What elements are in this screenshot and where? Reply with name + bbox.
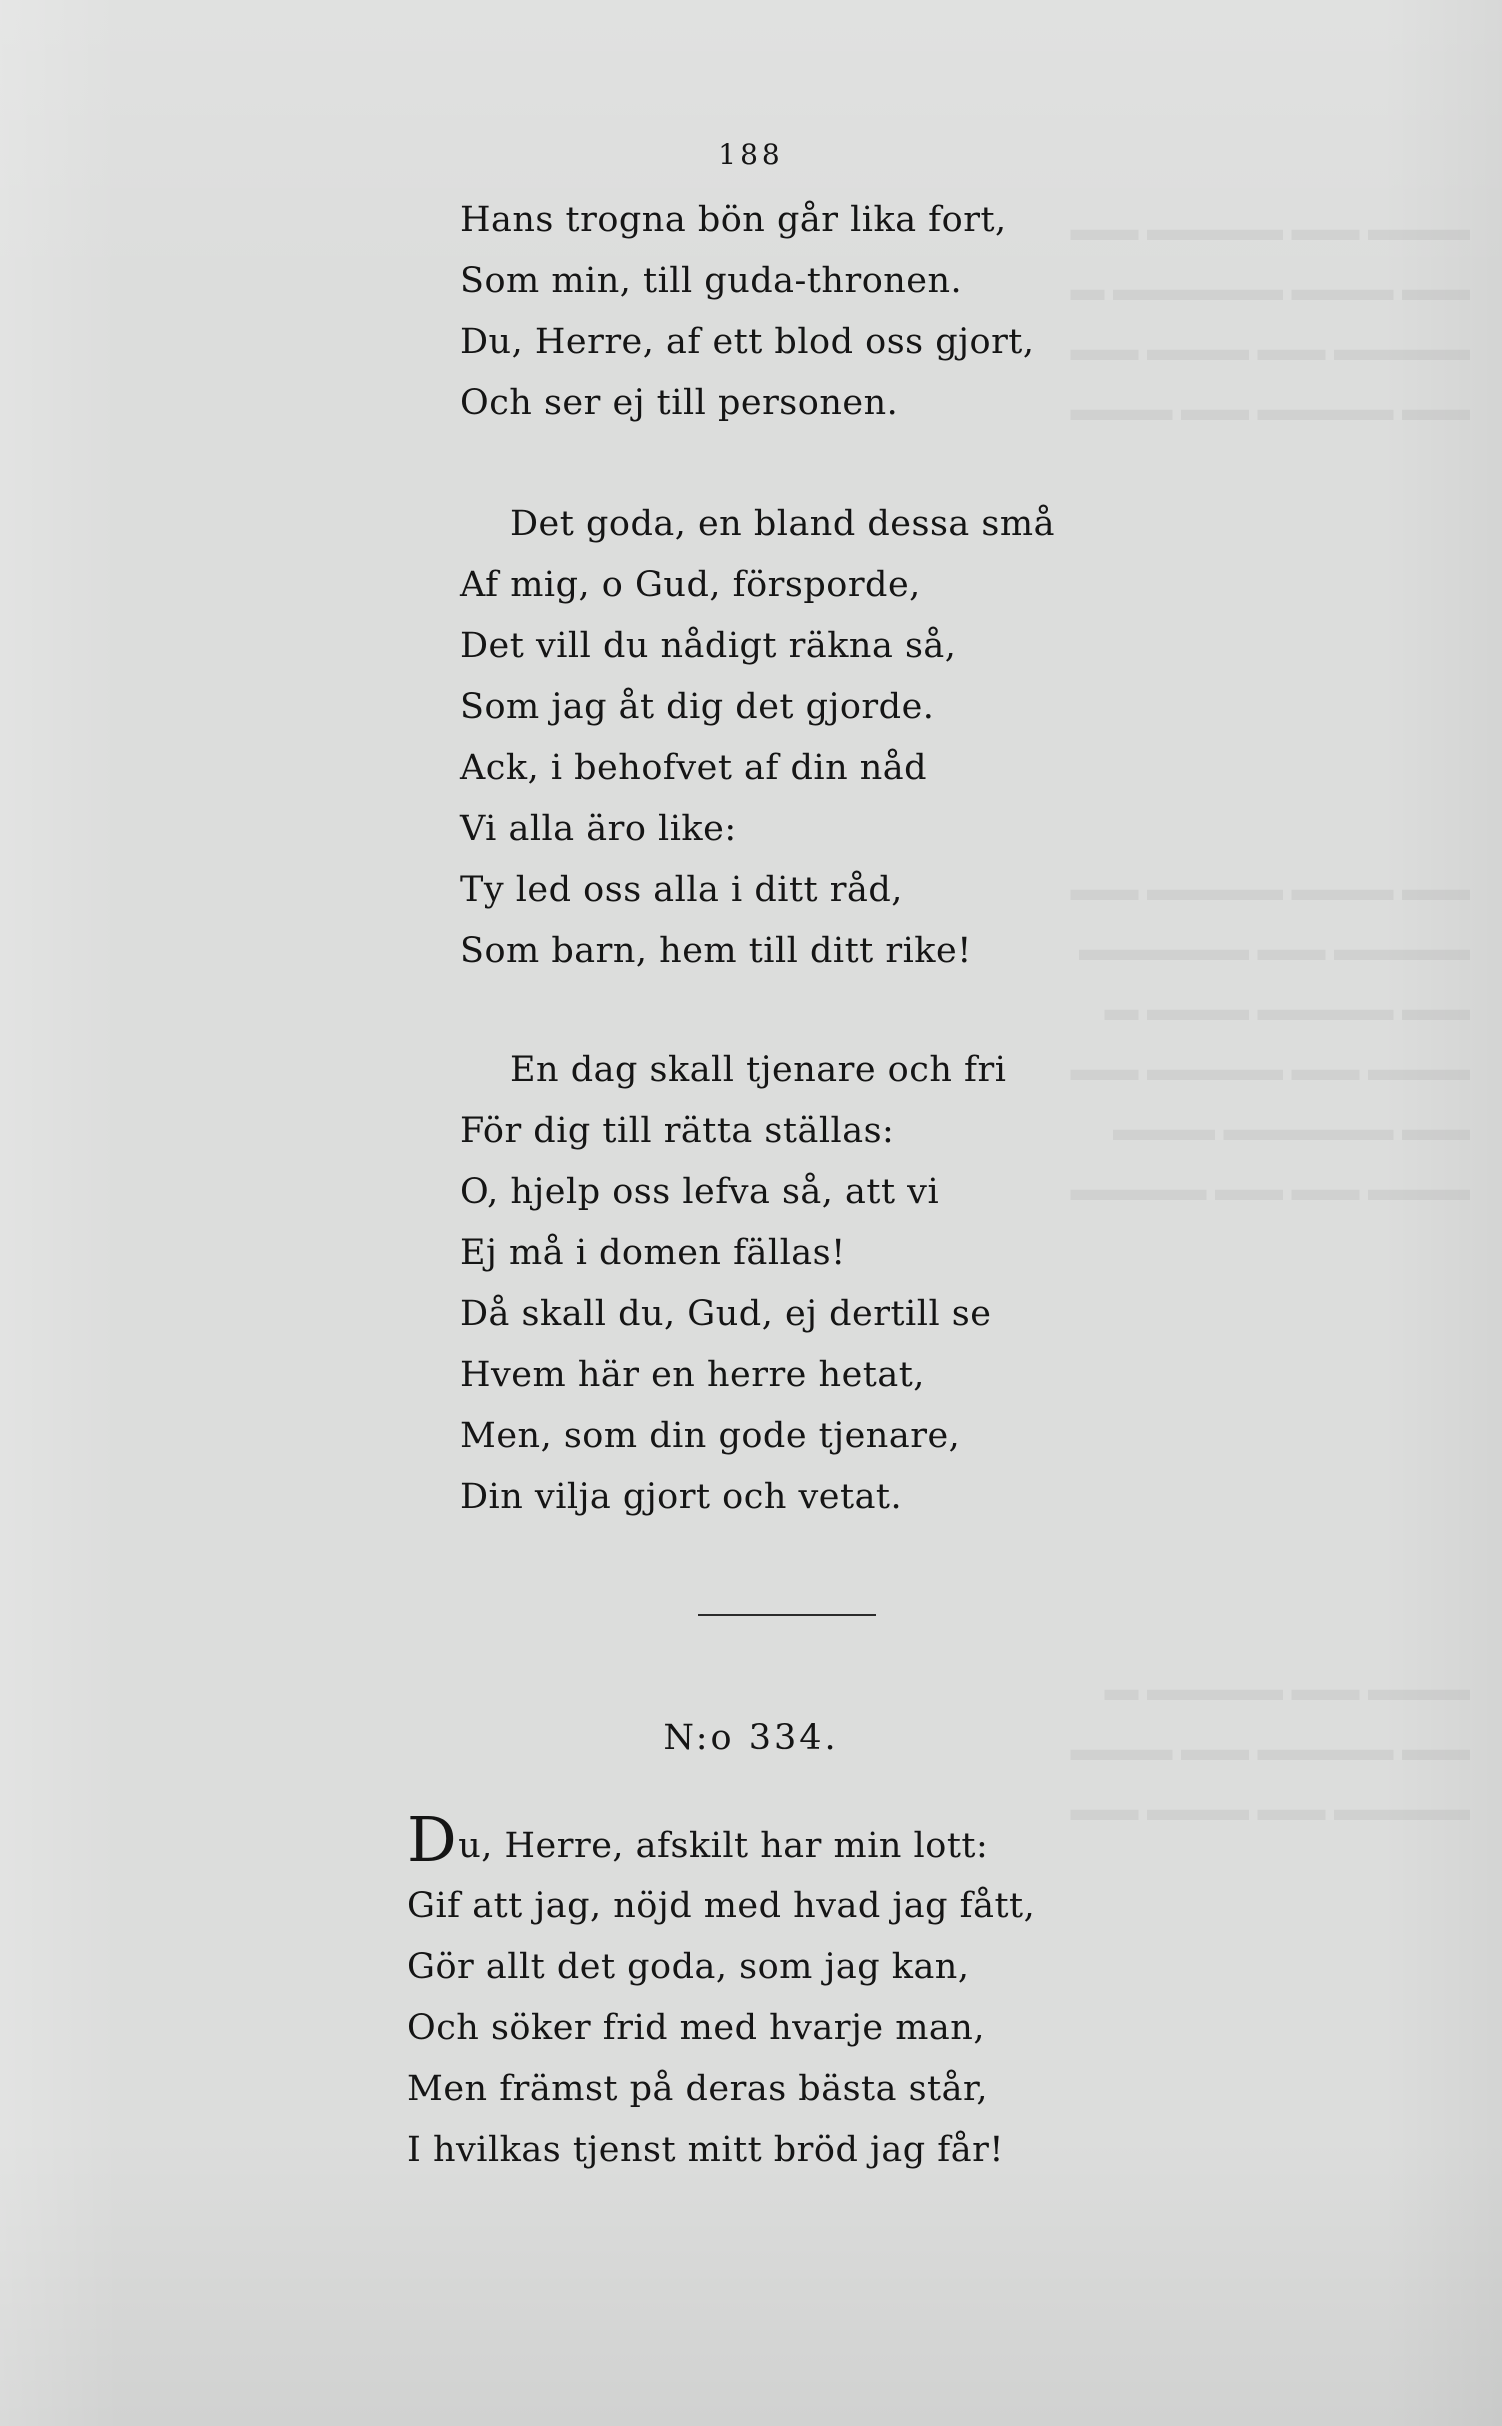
hymn-number: N:o 334. [663, 1718, 839, 1758]
drop-cap: D [407, 1803, 458, 1876]
verse-line: För dig till rätta ställas: [460, 1111, 895, 1151]
page-number: 188 [718, 138, 784, 171]
verse-line: Af mig, o Gud, försporde, [460, 565, 921, 605]
verse-2 [460, 494, 1055, 982]
verse-line: Det vill du nådigt räkna så, [460, 626, 957, 666]
verse-line: Och ser ej till personen. [460, 383, 899, 423]
verse-line: I hvilkas tjenst mitt bröd jag får! [407, 2130, 1004, 2170]
verse-line: Hvem här en herre hetat, [460, 1355, 925, 1395]
verse-line: Och söker frid med hvarje man, [407, 2008, 985, 2048]
verse-line: Ty led oss alla i ditt råd, [460, 870, 903, 910]
verse-line: Vi alla äro like: [460, 809, 737, 849]
verse-3 [460, 1040, 1006, 1528]
verse-line: Men, som din gode tjenare, [460, 1416, 961, 1456]
verse-line: Som min, till guda-thronen. [460, 261, 963, 301]
verse-line: Som jag åt dig det gjorde. [460, 687, 935, 727]
first-line-text: u, Herre, afskilt har min lott: [458, 1826, 989, 1866]
verse-line: Du, Herre, af ett blod oss gjort, [460, 322, 1035, 362]
section-divider [698, 1614, 876, 1616]
verse-line: O, hjelp oss lefva så, att vi [460, 1172, 940, 1212]
bleed-through-decoration-3: ▬▬▬ ▬▬ ▬▬▬▬ ▬ ▬▬ ▬▬▬▬ ▬▬ ▬▬▬ ▬▬▬▬ ▬▬ ▬▬▬ ▬▬ [1070, 1671, 1470, 1828]
verse-line: Gör allt det goda, som jag kan, [407, 1947, 970, 1987]
verse-line: Då skall du, Gud, ej dertill se [460, 1294, 992, 1334]
hymn-verse [407, 1803, 1036, 2181]
verse-line: Som barn, hem till ditt rike! [460, 931, 972, 971]
verse-line: Ack, i behofvet af din nåd [460, 748, 928, 788]
verse-line: Hans trogna bön går lika fort, [460, 200, 1007, 240]
verse-line: Ej må i domen fällas! [460, 1233, 846, 1273]
verse-line: Men främst på deras bästa står, [407, 2069, 989, 2109]
bleed-through-decoration-2: ▬▬ ▬▬▬ ▬▬▬▬ ▬▬ ▬▬▬▬ ▬▬ ▬▬▬▬▬ ▬▬ ▬▬▬▬ ▬▬▬ ▬ ▬▬▬ ▬▬ ▬▬▬▬ ▬▬ ▬▬ ▬▬▬▬▬ ▬▬▬ ▬▬▬ ▬▬ ▬▬ ▬▬▬▬ [1070, 871, 1470, 1208]
verse-line: Gif att jag, nöjd med hvad jag fått, [407, 1886, 1036, 1926]
verse-line: Det goda, en bland dessa små [510, 504, 1055, 544]
verse-line: En dag skall tjenare och fri [510, 1050, 1007, 1090]
bleed-through-decoration: ▬▬▬ ▬▬ ▬▬▬▬ ▬▬ ▬▬ ▬▬▬ ▬▬▬▬▬ ▬ ▬▬▬▬ ▬▬ ▬▬▬ ▬▬ ▬▬ ▬▬▬▬ ▬▬ ▬▬▬ [1070, 211, 1470, 428]
verse-line: Din vilja gjort och vetat. [460, 1477, 903, 1517]
verse-first-line [407, 1803, 1035, 1876]
verse-1 [460, 190, 1035, 434]
